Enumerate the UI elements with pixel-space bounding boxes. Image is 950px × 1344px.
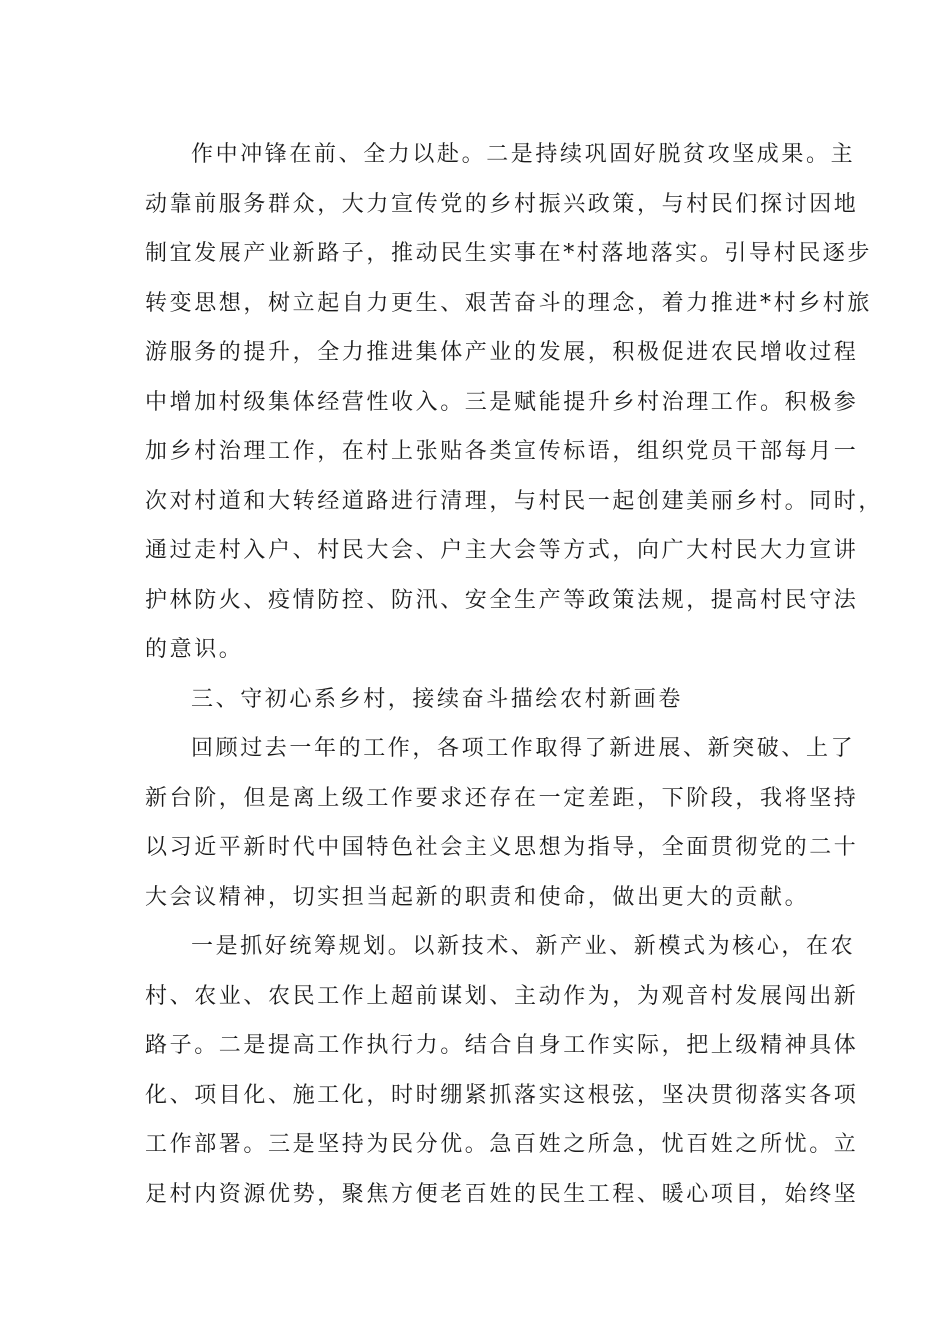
text-line: 村、农业、农民工作上超前谋划、主动作为，为观音村发展闯出新 bbox=[145, 983, 859, 1009]
text-line: 足村内资源优势，聚焦方便老百姓的民生工程、暖心项目，始终坚 bbox=[145, 1181, 859, 1207]
text-line: 中增加村级集体经营性收入。三是赋能提升乡村治理工作。积极参 bbox=[145, 389, 859, 415]
text-line: 工作部署。三是坚持为民分优。急百姓之所急，忧百姓之所忧。立 bbox=[145, 1132, 859, 1157]
text-line: 护林防火、疫情防控、防汛、安全生产等政策法规，提高村民守法 bbox=[145, 587, 859, 613]
text-line: 以习近平新时代中国特色社会主义思想为指导，全面贯彻党的二十 bbox=[145, 835, 859, 860]
text-line: 回顾过去一年的工作，各项工作取得了新进展、新突破、上了 bbox=[191, 736, 856, 761]
text-line: 通过走村入户、村民大会、户主大会等方式，向广大村民大力宣讲 bbox=[145, 538, 859, 563]
section-heading: 三、守初心系乡村，接续奋斗描绘农村新画卷 bbox=[191, 686, 684, 712]
text-line: 一是抓好统筹规划。以新技术、新产业、新模式为核心，在农 bbox=[191, 934, 856, 959]
text-line: 作中冲锋在前、全力以赴。二是持续巩固好脱贫攻坚成果。主 bbox=[191, 142, 856, 167]
text-line: 加乡村治理工作，在村上张贴各类宣传标语，组织党员干部每月一 bbox=[145, 439, 859, 464]
text-line: 游服务的提升，全力推进集体产业的发展，积极促进农民增收过程 bbox=[145, 340, 859, 365]
document-body bbox=[145, 130, 884, 1219]
text-line: 转变思想，树立起自力更生、艰苦奋斗的理念，着力推进*村乡村旅 bbox=[145, 290, 873, 316]
text-line: 路子。二是提高工作执行力。结合自身工作实际，把上级精神具体 bbox=[145, 1033, 859, 1058]
text-line: 化、项目化、施工化，时时绷紧抓落实这根弦，坚决贯彻落实各项 bbox=[145, 1082, 859, 1108]
text-line: 动靠前服务群众，大力宣传党的乡村振兴政策，与村民们探讨因地 bbox=[145, 191, 859, 217]
text-line: 次对村道和大转经道路进行清理，与村民一起创建美丽乡村。同时， bbox=[145, 488, 884, 514]
text-line: 大会议精神，切实担当起新的职责和使命，做出更大的贡献。 bbox=[145, 884, 810, 910]
text-line: 新台阶，但是离上级工作要求还存在一定差距，下阶段，我将坚持 bbox=[145, 785, 859, 811]
text-line: 的意识。 bbox=[145, 637, 244, 662]
text-line: 制宜发展产业新路子，推动民生实事在*村落地落实。引导村民逐步 bbox=[145, 241, 873, 266]
